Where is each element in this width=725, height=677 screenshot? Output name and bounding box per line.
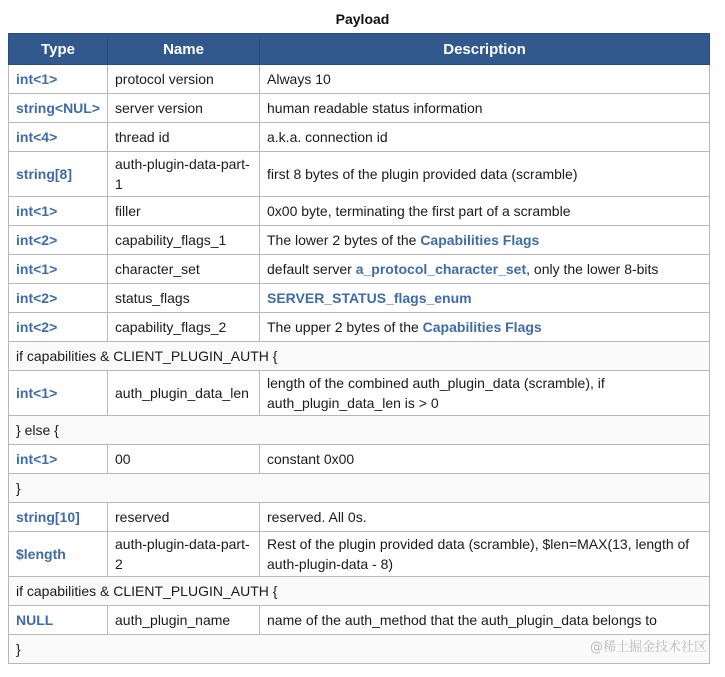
type-cell: NULL bbox=[9, 606, 108, 635]
description-cell: length of the combined auth_plugin_data (scramble), if auth_plugin_data_len is > 0 bbox=[260, 371, 710, 416]
table-row bbox=[9, 152, 710, 197]
name-cell: auth_plugin_name bbox=[108, 606, 260, 635]
type-cell: string<NUL> bbox=[9, 94, 108, 123]
type-cell: int<1> bbox=[9, 255, 108, 284]
table-row bbox=[9, 313, 710, 342]
name-cell: status_flags bbox=[108, 284, 260, 313]
type-cell: int<2> bbox=[9, 226, 108, 255]
table-row bbox=[9, 197, 710, 226]
name-cell: reserved bbox=[108, 503, 260, 532]
conditional-row bbox=[9, 577, 710, 606]
type-cell: string[8] bbox=[9, 152, 108, 197]
name-cell: auth-plugin-data-part-1 bbox=[108, 152, 260, 197]
table-row bbox=[9, 503, 710, 532]
name-cell: capability_flags_2 bbox=[108, 313, 260, 342]
type-cell: int<2> bbox=[9, 284, 108, 313]
table-row bbox=[9, 65, 710, 94]
table-row bbox=[9, 94, 710, 123]
type-cell: int<2> bbox=[9, 313, 108, 342]
description-cell: a.k.a. connection id bbox=[260, 123, 710, 152]
table-caption: Payload bbox=[335, 11, 390, 27]
reference-link[interactable]: Capabilities Flags bbox=[420, 232, 540, 248]
condition-text: if capabilities & CLIENT_PLUGIN_AUTH { bbox=[9, 342, 710, 371]
conditional-row bbox=[9, 474, 710, 503]
description-cell: human readable status information bbox=[260, 94, 710, 123]
name-cell: auth-plugin-data-part-2 bbox=[108, 532, 260, 577]
reference-link[interactable]: a_protocol_character_set bbox=[355, 261, 527, 277]
type-cell: $length bbox=[9, 532, 108, 577]
table-row bbox=[9, 445, 710, 474]
name-cell: auth_plugin_data_len bbox=[108, 371, 260, 416]
description-header: Description bbox=[260, 34, 710, 65]
description-cell: Rest of the plugin provided data (scramble), $len=MAX(13, length of auth-plugin-data - 8) bbox=[260, 532, 710, 577]
type-cell: int<1> bbox=[9, 65, 108, 94]
condition-text: } bbox=[9, 635, 710, 664]
type-header: Type bbox=[9, 34, 108, 65]
description-cell: constant 0x00 bbox=[260, 445, 710, 474]
condition-text: } else { bbox=[9, 416, 710, 445]
name-cell: thread id bbox=[108, 123, 260, 152]
type-cell: int<4> bbox=[9, 123, 108, 152]
condition-text: if capabilities & CLIENT_PLUGIN_AUTH { bbox=[9, 577, 710, 606]
header-row bbox=[9, 34, 710, 65]
name-cell: filler bbox=[108, 197, 260, 226]
name-cell: 00 bbox=[108, 445, 260, 474]
payload-table bbox=[8, 33, 710, 664]
table-row bbox=[9, 255, 710, 284]
description-text: , only the lower 8-bits bbox=[526, 261, 659, 277]
name-cell: character_set bbox=[108, 255, 260, 284]
description-cell: reserved. All 0s. bbox=[260, 503, 710, 532]
type-cell: int<1> bbox=[9, 371, 108, 416]
reference-link[interactable]: Capabilities Flags bbox=[422, 319, 542, 335]
conditional-row bbox=[9, 342, 710, 371]
description-cell: first 8 bytes of the plugin provided data (scramble) bbox=[260, 152, 710, 197]
table-body bbox=[9, 65, 710, 664]
description-cell bbox=[260, 313, 710, 342]
description-cell bbox=[260, 255, 710, 284]
reference-link[interactable]: SERVER_STATUS_flags_enum bbox=[267, 290, 472, 306]
description-text: The lower 2 bytes of the bbox=[267, 232, 421, 248]
description-cell: name of the auth_method that the auth_plugin_data belongs to bbox=[260, 606, 710, 635]
type-cell: int<1> bbox=[9, 197, 108, 226]
table-row bbox=[9, 606, 710, 635]
watermark: @稀土掘金技术社区 bbox=[589, 640, 707, 655]
type-cell: int<1> bbox=[9, 445, 108, 474]
description-text: The upper 2 bytes of the bbox=[267, 319, 423, 335]
description-cell: 0x00 byte, terminating the first part of a scramble bbox=[260, 197, 710, 226]
name-cell: protocol version bbox=[108, 65, 260, 94]
name-header: Name bbox=[108, 34, 260, 65]
description-text: default server bbox=[267, 261, 356, 277]
type-cell: string[10] bbox=[9, 503, 108, 532]
condition-text: } bbox=[9, 474, 710, 503]
name-cell: capability_flags_1 bbox=[108, 226, 260, 255]
name-cell: server version bbox=[108, 94, 260, 123]
table-row bbox=[9, 284, 710, 313]
table-row bbox=[9, 226, 710, 255]
table-row bbox=[9, 123, 710, 152]
description-cell bbox=[260, 284, 710, 313]
conditional-row bbox=[9, 416, 710, 445]
table-row bbox=[9, 532, 710, 577]
description-cell bbox=[260, 226, 710, 255]
table-row bbox=[9, 371, 710, 416]
description-cell: Always 10 bbox=[260, 65, 710, 94]
